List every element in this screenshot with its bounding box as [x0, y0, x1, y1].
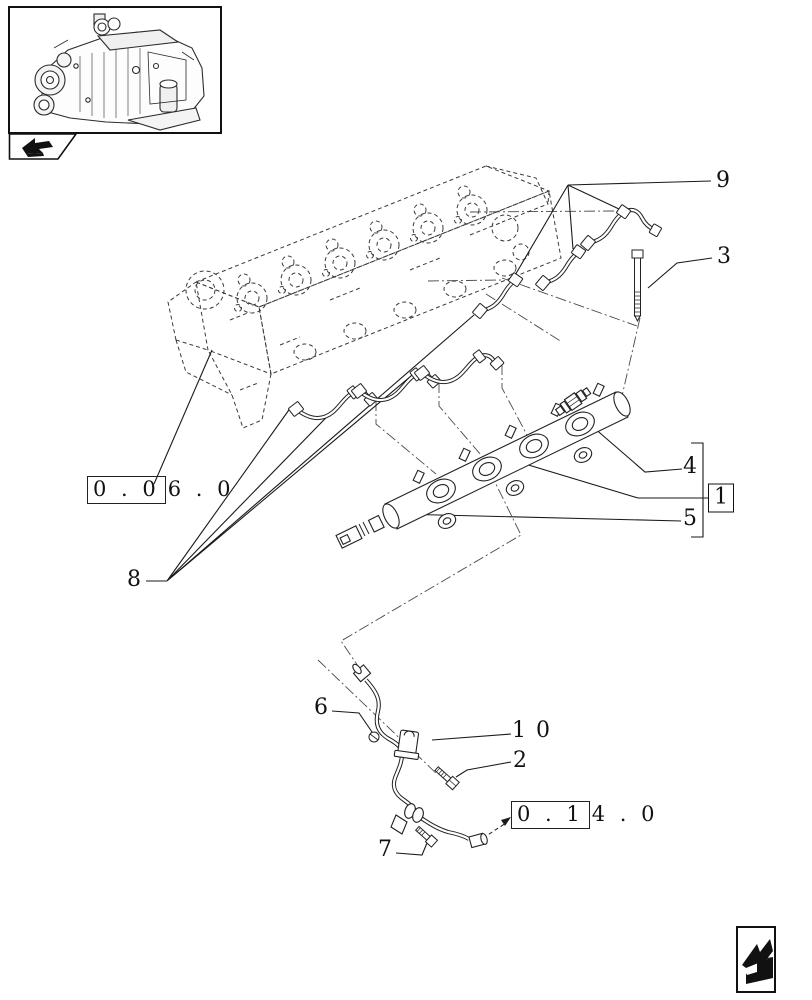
section-ref-0-14-0[interactable] [511, 801, 659, 829]
fuel-rail [379, 383, 633, 531]
injection-pipes-upper-bank [472, 204, 662, 318]
ref-arrow-to-0-14-0 [483, 817, 511, 838]
callout-8: 8 [127, 567, 141, 592]
callout-10: 10 [512, 718, 560, 743]
engine-thumbnail[interactable] [8, 6, 222, 134]
stud-bolt [632, 250, 643, 321]
leader-lines [146, 181, 712, 855]
nav-next-arrow-icon [742, 939, 773, 984]
section-ref-0-06-0[interactable] [87, 476, 235, 504]
bolt-2 [433, 765, 459, 790]
callout-5: 5 [683, 506, 697, 531]
callout-3: 3 [717, 244, 731, 269]
ref-boxed-part: 0 . 1 [511, 801, 590, 829]
pipe-clamp [394, 729, 422, 759]
callout-2: 2 [513, 748, 527, 773]
return-pipe [351, 663, 488, 848]
ref-rest-part: 4 . 0 [591, 802, 659, 826]
callout-4: 4 [683, 454, 697, 479]
ref-rest-part: 6 . 0 [167, 477, 235, 501]
nav-back-tab[interactable] [8, 134, 80, 161]
ref-boxed-part: 0 . 0 [87, 476, 166, 504]
pressure-sensor [336, 516, 384, 549]
callout-6: 6 [314, 695, 328, 720]
nut-6 [369, 732, 379, 742]
callout-1: 1 [708, 484, 734, 513]
callout-9: 9 [716, 168, 730, 193]
nav-next-button[interactable] [736, 926, 776, 993]
projection-lines [318, 211, 640, 775]
pipe-nut-end [469, 833, 488, 848]
callout-7: 7 [378, 837, 392, 862]
injection-pipes-lower-bank [288, 350, 504, 418]
engine-thumbnail-art [10, 8, 220, 132]
